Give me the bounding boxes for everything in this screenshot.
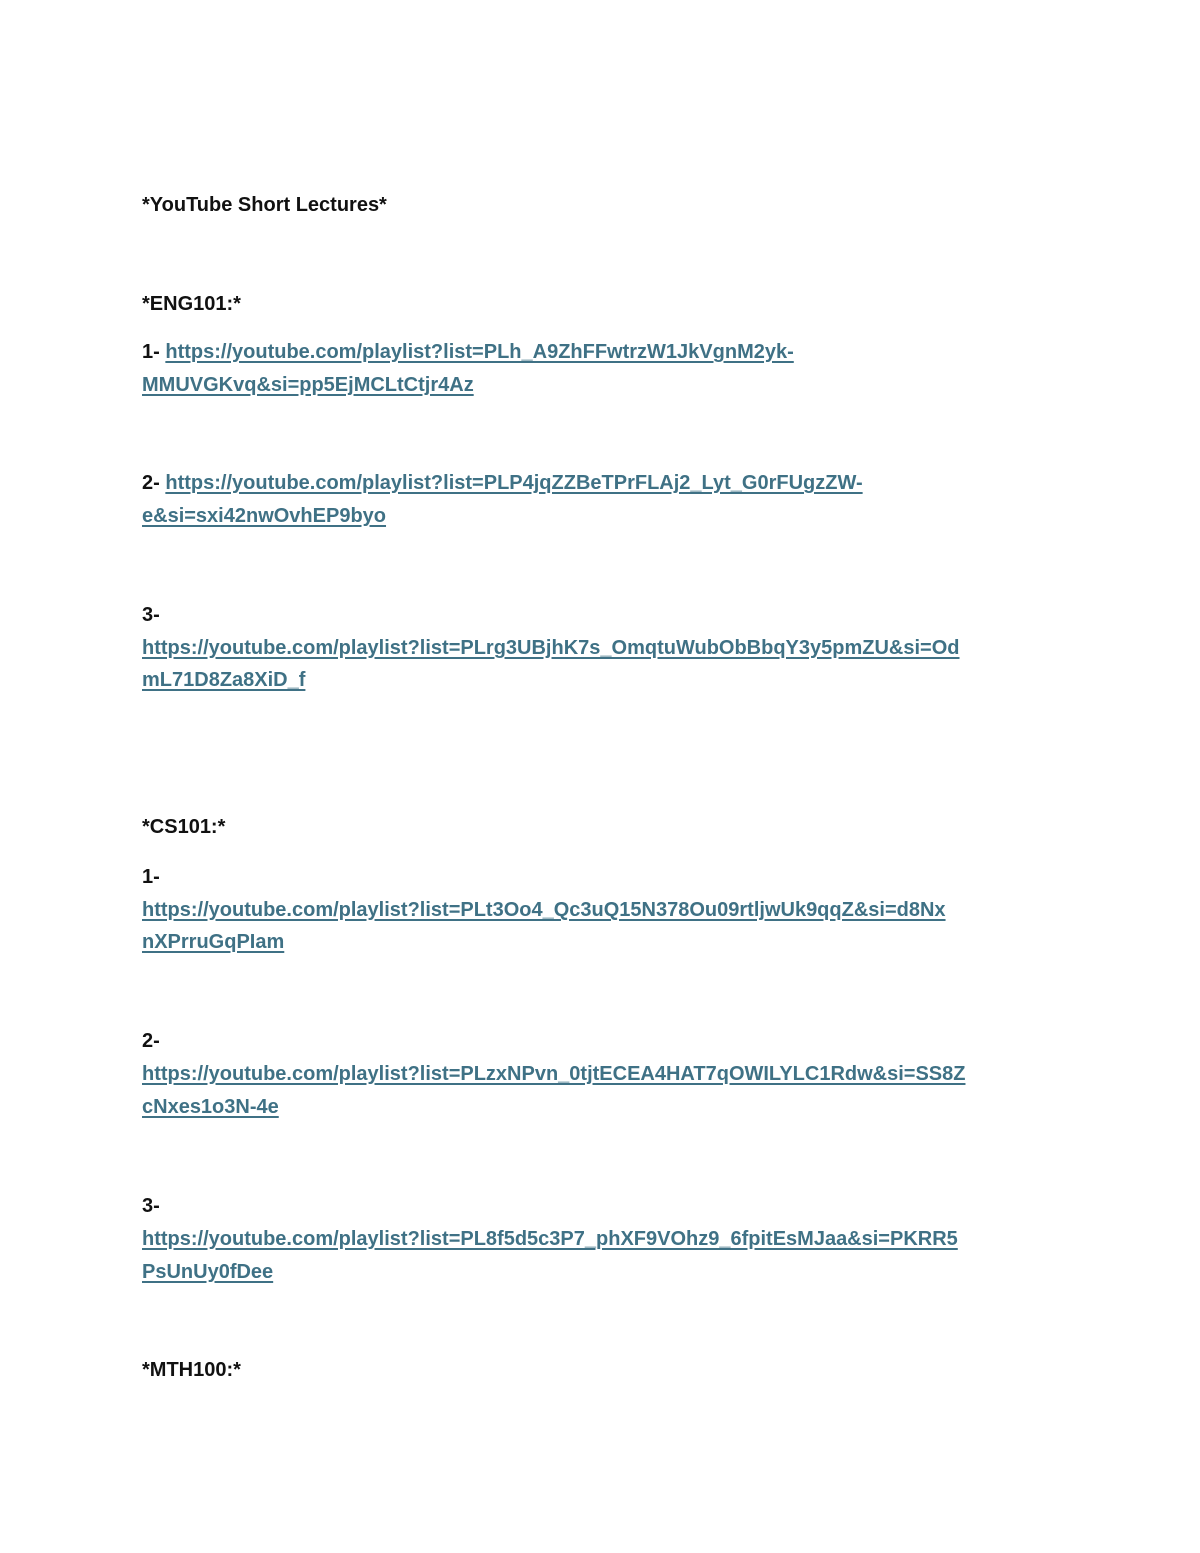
item-number: 3- — [142, 1195, 160, 1217]
list-item-cs101-3-cont — [142, 1256, 1062, 1289]
list-item-eng101-2 — [142, 467, 1062, 500]
playlist-link-continuation[interactable]: nXPrruGqPIam — [142, 931, 285, 953]
list-item-eng101-3-link — [142, 632, 1062, 665]
list-item-eng101-2-cont — [142, 500, 1062, 533]
playlist-link[interactable]: https://youtube.com/playlist?list=PLP4jqZZBeTPrFLAj2_Lyt_G0rFUgzZW- — [165, 472, 863, 494]
list-item-cs101-2 — [142, 1025, 1062, 1058]
list-item-cs101-2-link — [142, 1058, 1062, 1091]
item-number: 3- — [142, 604, 160, 626]
list-item-cs101-3-link — [142, 1223, 1062, 1256]
list-item-eng101-3-cont — [142, 664, 1062, 697]
playlist-link-continuation[interactable]: cNxes1o3N-4e — [142, 1096, 279, 1118]
playlist-link[interactable]: https://youtube.com/playlist?list=PLzxNPvn_0tjtECEA4HAT7qOWILYLC1Rdw&si=SS8Z — [142, 1063, 966, 1085]
list-item-eng101-1-cont — [142, 369, 1062, 402]
item-number: 1- — [142, 341, 160, 363]
playlist-link-continuation[interactable]: MMUVGKvq&si=pp5EjMCLtCtjr4Az — [142, 374, 474, 396]
playlist-link-continuation[interactable]: PsUnUy0fDee — [142, 1261, 274, 1283]
playlist-link[interactable]: https://youtube.com/playlist?list=PLrg3UBjhK7s_OmqtuWubObBbqY3y5pmZU&si=Od — [142, 637, 960, 659]
item-number: 2- — [142, 1030, 160, 1052]
item-number: 1- — [142, 866, 160, 888]
section-heading-mth100: *MTH100:* — [142, 1359, 241, 1381]
list-item-cs101-2-cont — [142, 1091, 1062, 1124]
section-heading-cs101: *CS101:* — [142, 816, 226, 838]
list-item-eng101-1 — [142, 336, 1062, 369]
list-item-cs101-1 — [142, 861, 1062, 894]
list-item-cs101-3 — [142, 1190, 1062, 1223]
playlist-link[interactable]: https://youtube.com/playlist?list=PLh_A9ZhFFwtrzW1JkVgnM2yk- — [165, 341, 794, 363]
playlist-link[interactable]: https://youtube.com/playlist?list=PL8f5d5c3P7_phXF9VOhz9_6fpitEsMJaa&si=PKRR5 — [142, 1228, 958, 1250]
item-number: 2- — [142, 472, 160, 494]
section-heading-eng101: *ENG101:* — [142, 293, 241, 315]
list-item-cs101-1-link — [142, 894, 1062, 927]
list-item-eng101-3 — [142, 599, 1062, 632]
document-title: *YouTube Short Lectures* — [142, 194, 387, 216]
playlist-link-continuation[interactable]: mL71D8Za8XiD_f — [142, 669, 306, 691]
playlist-link-continuation[interactable]: e&si=sxi42nwOvhEP9byo — [142, 505, 387, 527]
playlist-link[interactable]: https://youtube.com/playlist?list=PLt3Oo4_Qc3uQ15N378Ou09rtljwUk9qqZ&si=d8Nx — [142, 899, 946, 921]
list-item-cs101-1-cont — [142, 926, 1062, 959]
